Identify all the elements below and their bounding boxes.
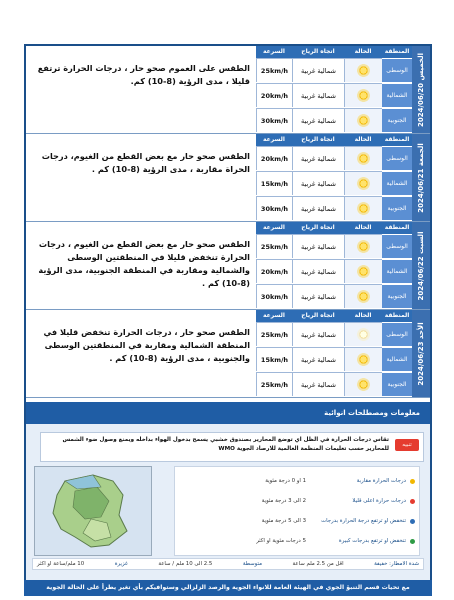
state-cell — [344, 372, 382, 396]
day-description: الطقس صحو حار مع بعض القطع من الغيوم، درجات الحراة مقاربة ، مدى الرؤية (8-10) كم . — [41, 151, 250, 174]
scale-row — [179, 515, 415, 527]
region-cell: الوسطى — [382, 234, 412, 258]
header-state: الحالة — [344, 222, 382, 234]
scale-label: درجات حرارة اعلى قليلا — [352, 498, 406, 504]
state-cell — [344, 322, 382, 346]
sun-icon — [357, 114, 370, 127]
day-date: الخميس 2024/06/20 — [417, 52, 425, 127]
wind-direction-cell: شمالية غربية — [292, 58, 344, 82]
map-svg — [35, 467, 151, 555]
day-description: الطقس صحو حار ، درجات الحرارة تنخفض قليلا في المنطقة الشمالية ومقاربة في المنطقتين الوسطى والجنوبية ، مدى الرؤية (8-10) كم . — [43, 327, 250, 363]
region-cell: الشمالية — [382, 347, 412, 371]
header-state: الحالة — [344, 46, 382, 58]
header-region: المنطقة — [382, 46, 412, 58]
rain-intensity-strip — [32, 558, 424, 570]
sun-icon — [357, 89, 370, 102]
day-date: الجمعة 2024/06/21 — [417, 142, 425, 213]
wind-speed-cell: 30km/h — [256, 284, 292, 308]
forecast-day — [26, 222, 430, 310]
scale-row — [179, 495, 415, 507]
header-region: المنطقة — [382, 134, 412, 146]
warning-text: تقاس درجات الحرارة في الظل اي توضع المحارير بصندوق خشبي يسمح بدخول الهواء بداخله ويمنع وصول ضوء الشمس للمحارير حسب تعليمات المنظمة العالمية للارصاد الجوية WMO — [62, 437, 389, 452]
day-date: السبت 2024/06/22 — [417, 231, 425, 300]
wind-direction-cell: شمالية غربية — [292, 83, 344, 107]
header-wind-dir: اتجاه الرياح — [292, 310, 344, 322]
scale-row — [179, 535, 415, 547]
header-wind-dir: اتجاه الرياح — [292, 222, 344, 234]
bullet-icon — [410, 519, 415, 524]
wind-speed-cell: 25km/h — [256, 322, 292, 346]
wind-direction-cell: شمالية غربية — [292, 234, 344, 258]
rain-intensity-item: 2.5 الى 10 ملم / ساعة — [158, 561, 213, 567]
warning-badge: تنبيه — [395, 439, 419, 451]
scale-label: تنخفض او ترتفع درجة الحرارة بدرجات — [321, 518, 406, 524]
region-cell: الوسطى — [382, 58, 412, 82]
date-column — [412, 46, 430, 133]
state-cell — [344, 234, 382, 258]
header-wind-dir: اتجاه الرياح — [292, 134, 344, 146]
wind-speed-cell: 30km/h — [256, 108, 292, 132]
rain-intensity-item: 10 ملم/ساعة او اكثر — [37, 561, 85, 567]
wind-direction-cell: شمالية غربية — [292, 259, 344, 283]
wind-speed-cell: 25km/h — [256, 372, 292, 396]
forecast-day — [26, 46, 430, 134]
region-cell: الجنوبية — [382, 372, 412, 396]
wind-direction-cell: شمالية غربية — [292, 347, 344, 371]
notes-section-title: معلومات ومصطلحات انوائية — [26, 402, 430, 424]
region-cell: الشمالية — [382, 83, 412, 107]
wind-direction-cell: شمالية غربية — [292, 284, 344, 308]
day-date: الأحد 2024/06/23 — [417, 321, 425, 386]
region-cell: الوسطى — [382, 146, 412, 170]
temperature-scale — [174, 466, 420, 556]
bullet-icon — [410, 499, 415, 504]
state-cell — [344, 171, 382, 195]
scale-range: 3 الى 5 درجة مئوية — [261, 518, 306, 524]
sun-icon — [357, 290, 370, 303]
footer-message: مع تحيات قسم التنبؤ الجوي في الهيئة العامة للانواء الجوية والرصد الزلزالي وستوافيكم بأي تغير يطرأ على الحالة الجوية — [24, 580, 432, 596]
header-region: المنطقة — [382, 222, 412, 234]
state-cell — [344, 284, 382, 308]
sun-icon — [357, 64, 370, 77]
forecast-frame — [24, 44, 432, 592]
sun-icon — [357, 265, 370, 278]
scale-range: 1 او 0 درجة مئوية — [265, 478, 306, 484]
wind-direction-cell: شمالية غربية — [292, 171, 344, 195]
wind-speed-cell: 25km/h — [256, 234, 292, 258]
rain-intensity-item: شدة الامطار: خفيفة — [374, 561, 419, 567]
header-state: الحالة — [344, 310, 382, 322]
scale-range: 2 الى 3 درجة مئوية — [261, 498, 306, 504]
region-cell: الوسطى — [382, 322, 412, 346]
state-cell — [344, 83, 382, 107]
wind-speed-cell: 20km/h — [256, 83, 292, 107]
bullet-icon — [410, 479, 415, 484]
wind-speed-cell: 25km/h — [256, 58, 292, 82]
state-cell — [344, 146, 382, 170]
forecast-day — [26, 310, 430, 398]
state-cell — [344, 347, 382, 371]
state-cell — [344, 259, 382, 283]
header-speed: السرعة — [256, 46, 292, 58]
region-cell: الشمالية — [382, 259, 412, 283]
wind-speed-cell: 30km/h — [256, 196, 292, 220]
state-cell — [344, 196, 382, 220]
scale-label: درجات الحرارة مقاربة — [356, 478, 406, 484]
wind-speed-cell: 15km/h — [256, 347, 292, 371]
header-speed: السرعة — [256, 134, 292, 146]
header-speed: السرعة — [256, 310, 292, 322]
warning-box — [40, 432, 424, 462]
wind-direction-cell: شمالية غربية — [292, 196, 344, 220]
wind-direction-cell: شمالية غربية — [292, 146, 344, 170]
pale-sun-icon — [357, 328, 370, 341]
wind-direction-cell: شمالية غربية — [292, 322, 344, 346]
sun-icon — [357, 177, 370, 190]
wind-direction-cell: شمالية غربية — [292, 108, 344, 132]
region-cell: الجنوبية — [382, 108, 412, 132]
scale-range: 5 درجات مئوية او اكثر — [256, 538, 306, 544]
state-cell — [344, 58, 382, 82]
wind-speed-cell: 15km/h — [256, 171, 292, 195]
sun-icon — [357, 240, 370, 253]
forecast-day — [26, 134, 430, 222]
sun-icon — [357, 202, 370, 215]
date-column — [412, 310, 430, 397]
notes-panel — [26, 424, 430, 592]
scale-row — [179, 475, 415, 487]
region-cell: الجنوبية — [382, 284, 412, 308]
header-wind-dir: اتجاه الرياح — [292, 46, 344, 58]
header-region: المنطقة — [382, 310, 412, 322]
rain-intensity-item: متوسطة — [242, 561, 262, 567]
sun-icon — [357, 353, 370, 366]
date-column — [412, 134, 430, 221]
day-description: الطقس صحو حار مع بعض القطع من الغيوم ، درجات الحرارة تنخفض قليلا في المنطقتين الوسطى والشمالية ومقاربة في المنطقة الجنوبية، مدى الرؤية (8-10) كم . — [38, 239, 250, 288]
bullet-icon — [410, 539, 415, 544]
date-column — [412, 222, 430, 309]
state-cell — [344, 108, 382, 132]
wind-speed-cell: 20km/h — [256, 146, 292, 170]
wind-direction-cell: شمالية غربية — [292, 372, 344, 396]
rain-intensity-item: غزيرة — [114, 561, 128, 567]
region-cell: الشمالية — [382, 171, 412, 195]
sun-icon — [357, 378, 370, 391]
sun-icon — [357, 152, 370, 165]
wind-speed-cell: 20km/h — [256, 259, 292, 283]
rain-intensity-item: اقل من 2.5 ملم ساعة — [292, 561, 344, 567]
day-description: الطقس على العموم صحو حار ، درجات الحرارة ترتفع قليلا ، مدى الرؤية (8-10) كم. — [37, 63, 250, 86]
scale-label: تنخفض او ترتفع بدرجات كبيرة — [338, 538, 406, 544]
region-cell: الجنوبية — [382, 196, 412, 220]
header-state: الحالة — [344, 134, 382, 146]
iraq-map-icon — [34, 466, 152, 556]
header-speed: السرعة — [256, 222, 292, 234]
